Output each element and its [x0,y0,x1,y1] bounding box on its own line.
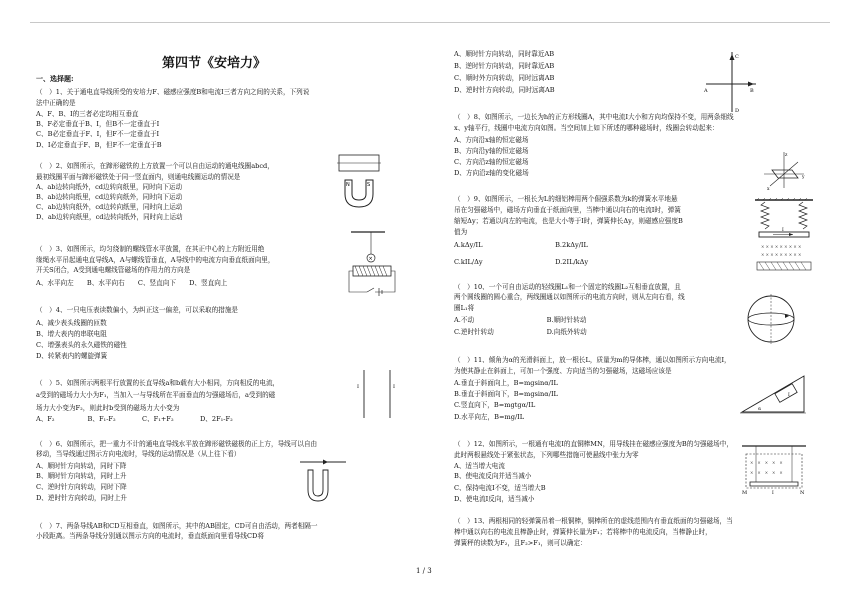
left-text-line: A、水平向左 B、水平向右 C、竖直向下 D、竖直向上 [36,279,228,287]
left-text-line: A、顺时针方向转动，同时下降 [36,462,127,470]
svg-text:y: y [802,175,805,180]
left-text-line: B、增大表内的串联电阻 [36,330,107,338]
label-M: M [742,490,748,496]
header-rule [30,22,830,23]
right-text-line: A.kΔy/IL B.2kΔy/IL [454,241,588,249]
left-text-line: （ ）1、关于通电直导线所受的安培力F、磁感应强度B和电流I三者方向之间的关系，下列说 [36,88,310,96]
right-text-line: C.kIL/Δy D.2IL/kΔy [454,258,589,266]
page-title: 第四节《安培力》 [162,56,267,71]
right-text-line: D.水平向左，B=mg/IL [454,413,525,421]
left-text-line: D、转紧表内的螺旋弹簧 [36,352,108,360]
right-text-line: 值为 [454,228,468,236]
label-I-fig12: I [772,491,774,496]
figure-cross-wires [702,50,758,114]
svg-text:I: I [357,384,359,390]
left-text-line: 开关S闭合，A受到通电螺线管磁场的作用力的方向是 [36,266,191,274]
left-text-line: A、ab边转向纸外，cd边转向纸里，同时向下运动 [36,183,183,191]
left-text-line: a受到的磁场力大小为F₁，当加入一与导线所在平面垂直的匀强磁场后，a受到的磁 [36,391,276,399]
right-text-line: D、逆时针方向转动，同时远离AB [454,86,555,94]
section-heading: 一、选择题: [36,74,74,83]
left-text-line: D、ab边转向纸里，cd边转向纸外，同时向上运动 [36,213,183,221]
left-text-line: C、逆时针方向转动，同时下降 [36,483,127,491]
right-text-line: （ ）9、如图所示，一根长为L的细铝棒用两个倔强系数为k的弹簧水平地悬 [454,195,678,203]
right-text-line: C、方向沿z轴的恒定磁场 [454,158,529,166]
right-text-line: D、方向沿z轴的变化磁场 [454,169,529,177]
left-text-line: A、F₂ B、F₁-F₂ C、F₁+F₂ D、2F₁-F₂ [36,415,233,423]
right-text-line: 弹簧秤的读数为F₂，且F₂>F₁，则可以确定： [454,539,587,547]
figure-rod-field [740,444,808,500]
svg-text:×: × [368,256,373,262]
figure-springs-rod [753,198,815,276]
svg-text:x: x [767,187,770,192]
right-text-line: D、使电流I反向，适当减小 [454,495,535,503]
svg-text:× × × × ×: × × × × × [750,470,783,475]
right-text-line: A.不动 B.顺时针转动 [454,316,587,324]
right-text-line: （ ）11、倾角为α的光滑斜面上，放一根长L，质量为m的导体棒，通以如图所示方向电流I， [454,356,731,364]
left-text-line: 移动，当导线通过图示方向电流时，导线的运动情况是（从上往下看） [36,450,241,458]
right-text-line: 此时两根悬线处于紧张状态，下列哪些措施可使悬线中张力为零 [454,451,639,459]
left-text-line: C、ab边转向纸外，cd边转向纸里，同时向上运动 [36,203,183,211]
label-A: A [704,88,708,94]
right-text-line: 棒中通以向右的电流且棒静止时，弹簧伸长量为F₁；若将棒中的电流反向，当棒静止时， [454,528,712,536]
label-N: N [800,490,805,496]
svg-text:I: I [393,384,395,390]
svg-text:z: z [785,153,788,158]
svg-text:× × × × ×: × × × × × [750,460,783,465]
right-text-line: B、使电流反向并适当减小 [454,472,532,480]
label-I-fig9: I [782,228,784,233]
right-text-line: B、逆时针方向转动，同时靠近AB [454,62,555,70]
right-text-line: 吊在匀强磁场中，磁场方向垂直于纸面向里，当棒中通以向右的电流I时，弹簧 [454,206,681,214]
right-text-line: B、方向沿y轴的恒定磁场 [454,147,529,155]
left-text-line: （ ）5、如图所示两根平行放置的长直导线a和b载有大小相同，方向相反的电流， [36,379,280,387]
figure-solenoid [345,230,403,300]
right-text-line: 圈L₁将 [454,304,475,312]
left-text-line: B、ab边转向纸里，cd边转向纸外，同时向下运动 [36,193,183,201]
right-text-line: 两个圆线圈的圆心重合，两线圈通以如图所示的电流方向时，则从左向右看，线 [454,293,685,301]
left-text-line: B、F必定垂直于B、I，但B不一定垂直于I [36,120,160,128]
figure-coil-axes [760,150,808,194]
figure-horseshoe-coil [333,152,385,210]
right-text-line: （ ）10、一个可自由运动的轻线圈L₁和一个固定的线圈L₂互相垂直放置，且 [454,283,681,291]
right-text-line: （ ）12、如图所示，一根通有电流I的直铜棒MN，用导线挂在磁感应强度为B的匀强磁场中， [454,440,733,448]
label-I-fig11: I [788,393,790,398]
right-text-line: C、保持电流I不变，适当增大B [454,484,546,492]
left-text-line: 最初线圈平面与蹄形磁铁处于同一竖直面内，则通电线圈运动的情况是 [36,173,241,181]
left-text-line: A、减少表头线圈的匝数 [36,319,107,327]
svg-text:N: N [346,182,350,188]
right-text-line: （ ）13、两根相同的轻弹簧吊着一根铜棒，铜棒所在的虚线范围内有垂直纸面的匀强磁场，当 [454,517,733,525]
svg-text:× × × × × × × × ×: × × × × × × × × × [761,252,802,257]
svg-text:α: α [758,407,762,412]
page-number: 1 / 3 [416,567,432,575]
left-text-line: （ ）2、如图所示，在蹄形磁铁的上方放置一个可以自由运动的通电线圈abcd， [36,162,274,170]
right-text-line: C、顺时外方向转动，同时远离AB [454,74,555,82]
right-text-line: A.垂直于斜面向上，B=mgsinα/IL [454,379,558,387]
right-text-line: C.逆时针转动 D.向纸外转动 [454,328,587,336]
left-text-line: 小段距离。当两条导线分别通以图示方向的电流时，垂直纸面向里看导线CD将 [36,532,264,540]
right-text-line: B.垂直于斜面向下，B=mgsinα/IL [454,390,558,398]
figure-incline-rod [738,366,808,416]
right-text-line: 为使其静止在斜面上，可加一个强度、方向适当的匀强磁场，这磁场应该是 [454,367,672,375]
left-text-line: D、逆时针方向转动，同时上升 [36,494,128,502]
label-C: C [735,54,739,60]
figure-crossed-coils [745,292,797,346]
left-text-line: （ ）6、如图所示，把一重力不计的通电直导线水平放在蹄形磁铁磁极的正上方，导线可以自由 [36,440,318,448]
right-text-line: x、y轴平行，线圈中电流方向如图。当空间加上如下所述的哪种磁场时，线圈会转动起来： [454,124,719,132]
left-text-line: A、F、B、I的三者必定均相互垂直 [36,110,139,118]
right-text-line: 缩短Δy；若通以向左的电流，也是大小等于I时，弹簧伸长Δy，则磁感应强度B [454,217,683,225]
left-text-line: 缘绳水平吊起通电直导线A，A与螺线管垂直，A导线中的电流方向垂直纸面向里， [36,256,275,264]
svg-text:× × × × × × × × ×: × × × × × × × × × [761,244,802,249]
left-text-line: （ ）3、如图所示，均匀绕制的螺线管水平放置，在其正中心的上方附近用绝 [36,245,265,253]
left-text-line: 法中正确的是 [36,99,76,107]
left-text-line: D、I必定垂直于F、B，但F不一定垂直于B [36,141,162,149]
right-text-line: A、顺时针方向转动，同时靠近AB [454,50,555,58]
right-text-line: A、方向沿x轴的恒定磁场 [454,136,529,144]
right-text-line: C.竖直向下，B=mgtgα/IL [454,401,536,409]
right-text-line: （ ）8、如图所示，一边长为h的正方形线圈A，其中电流I大小和方向均保持不变，用两条细线 [454,113,734,121]
left-text-line: C、增强表头的永久磁铁的磁性 [36,341,127,349]
figure-wire-magnet [298,456,348,504]
figure-parallel-wires [352,368,402,420]
right-text-line: A、适当增大电流 [454,462,505,470]
left-text-line: （ ）7、两条导线AB和CD互相垂直，如图所示，其中的AB固定，CD可自由活动，两者相隔一 [36,522,318,530]
left-text-line: C、B必定垂直于F、I，但F不一定垂直于I [36,130,160,138]
left-text-line: （ ）4、一只电压表读数偏小，为纠正这一偏差，可以采取的措施是 [36,306,239,314]
left-text-line: B、顺时针方向转动，同时上升 [36,472,127,480]
left-text-line: 场力大小变为F₂，则此时b受到的磁场力大小变为 [36,404,180,412]
svg-text:S: S [367,182,371,188]
label-D: D [735,108,740,114]
label-B: B [750,88,754,94]
